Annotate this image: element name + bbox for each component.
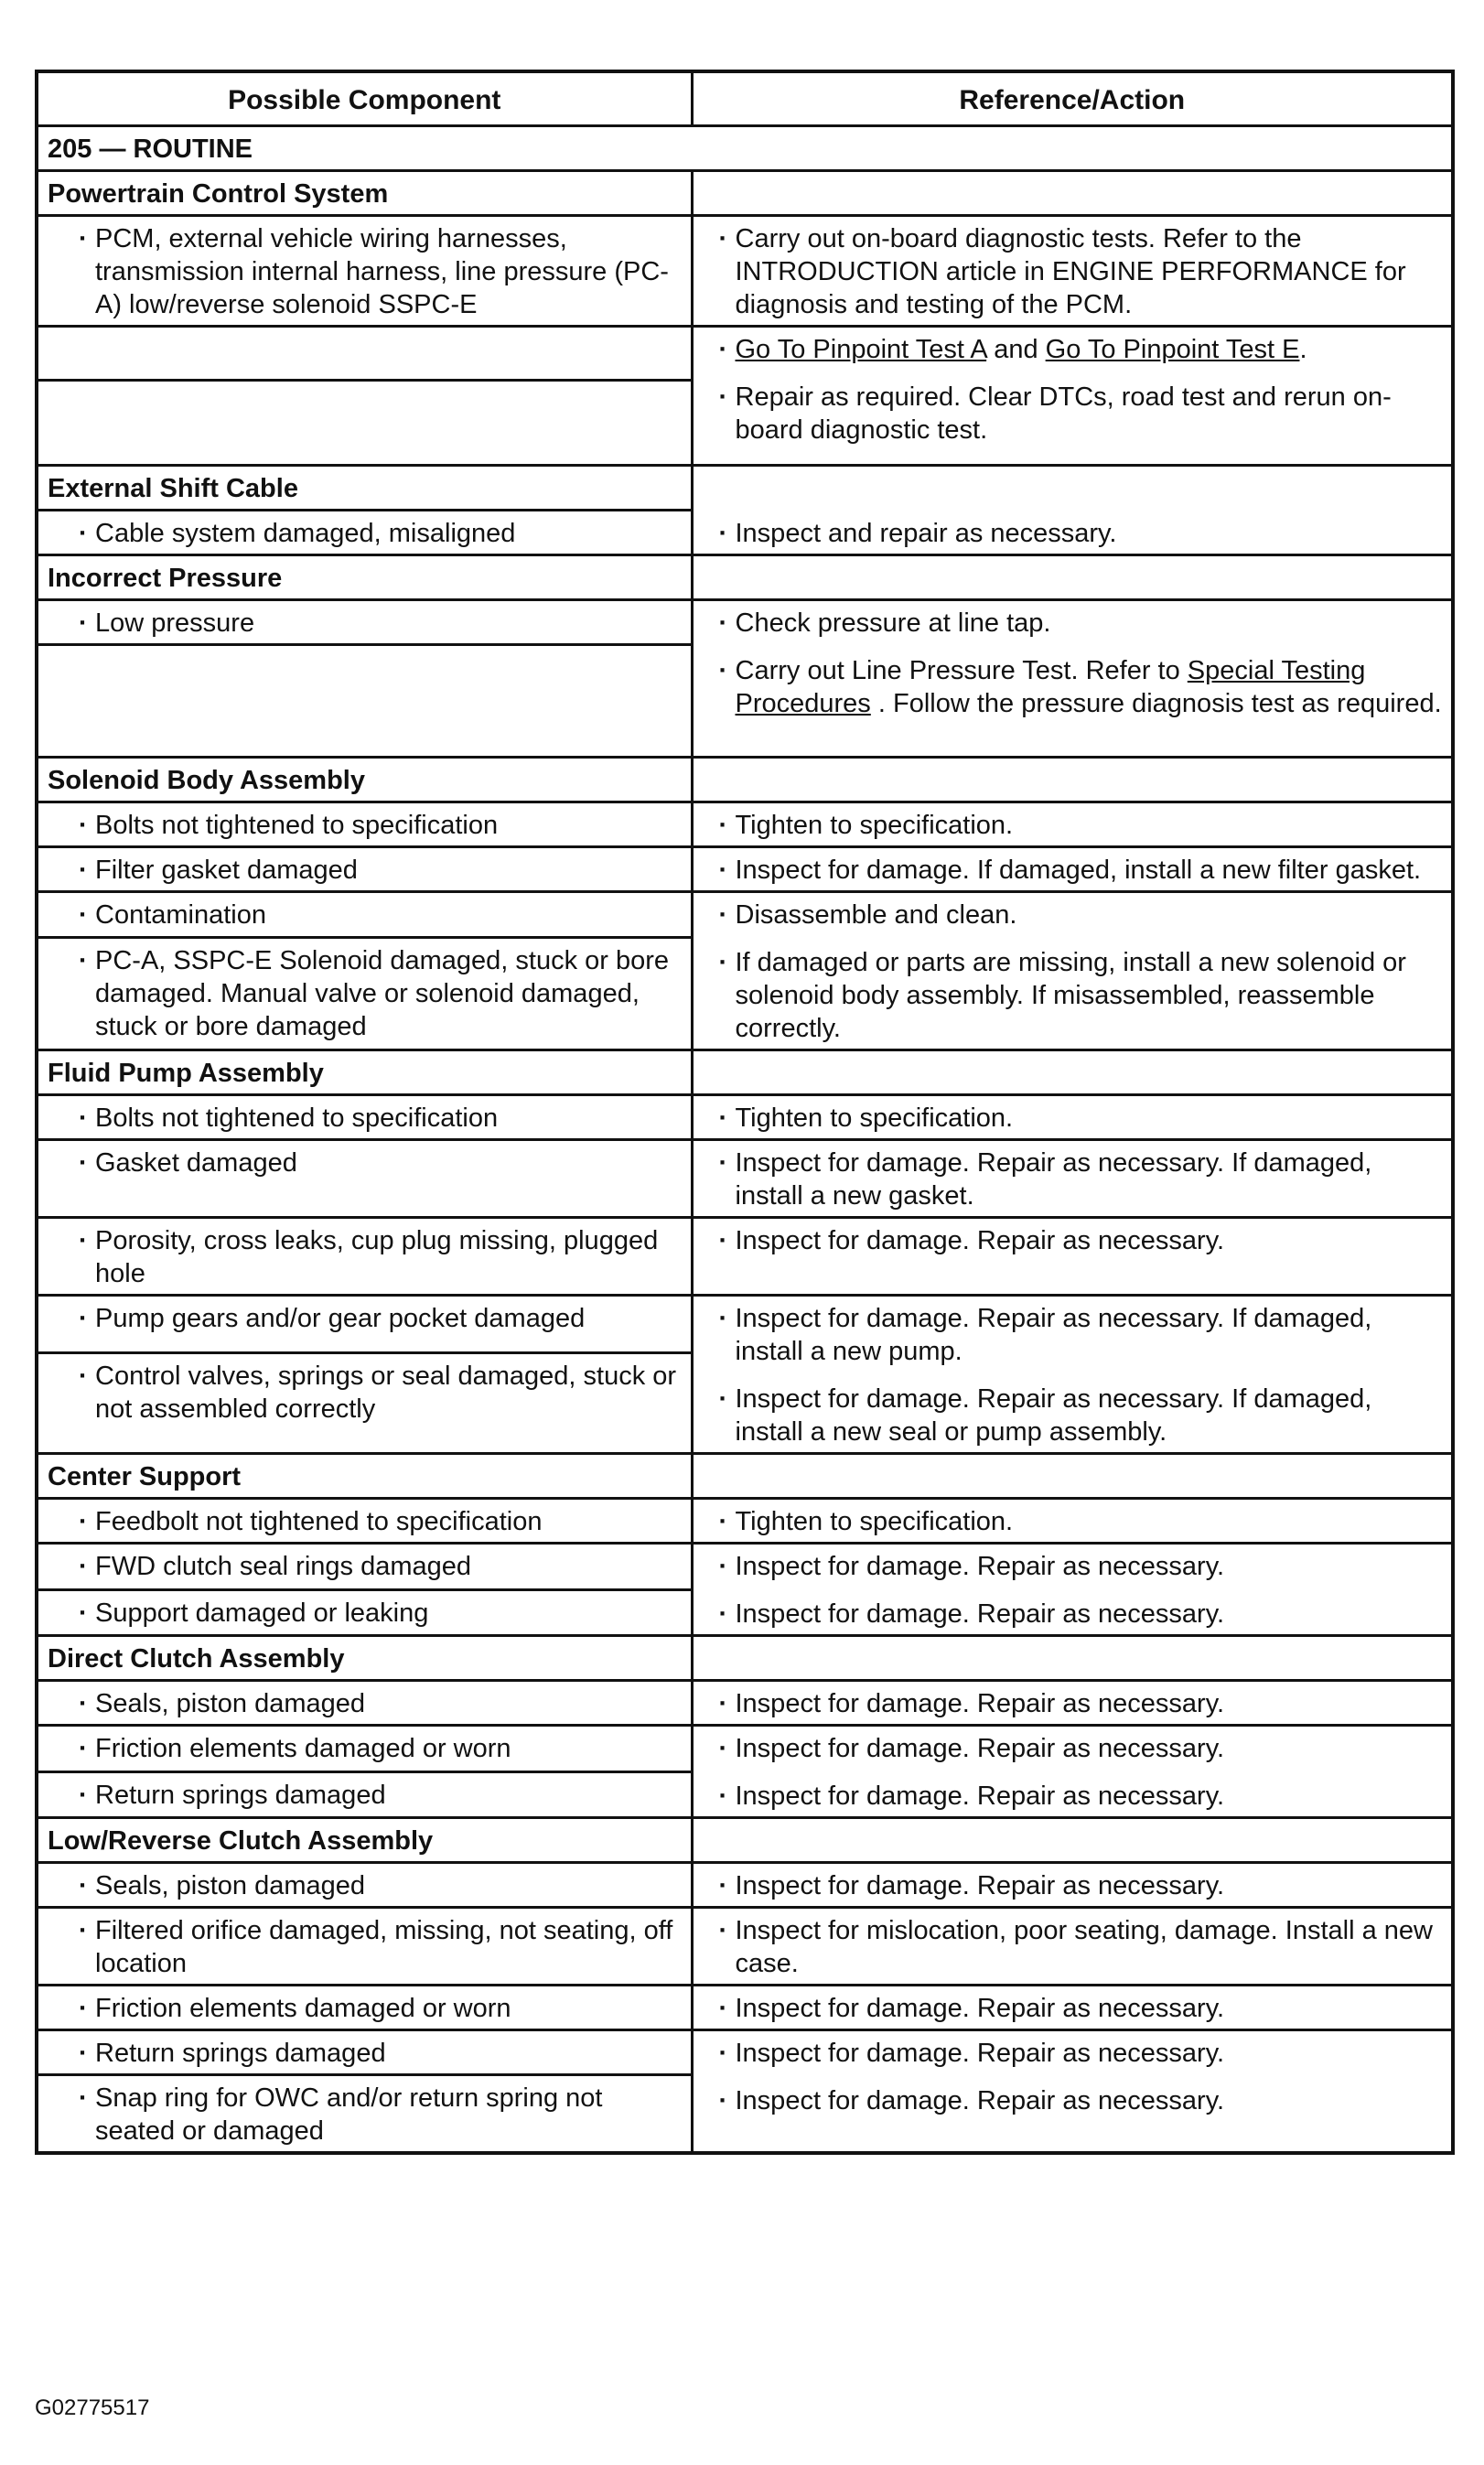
- table-row: [37, 1986, 1453, 2030]
- group-row: [37, 1818, 1453, 1863]
- component-text: · Feedbolt not tightened to specification: [48, 1505, 682, 1538]
- action-cell: [692, 1863, 1453, 1908]
- component-text: · Bolts not tightened to specification: [48, 1102, 682, 1135]
- component-cell: [37, 1726, 692, 1772]
- action-cell: [692, 327, 1453, 466]
- table-row: [37, 1499, 1453, 1544]
- component-text: · Friction elements damaged or worn: [48, 1732, 682, 1765]
- action-text: · Inspect for mislocation, poor seating, damage. Install a new case.: [703, 1914, 1443, 1980]
- table-row: [37, 216, 1453, 327]
- table-row: [37, 802, 1453, 847]
- action-cell: [692, 1726, 1453, 1818]
- component-text: · Filtered orifice damaged, missing, not seating, off location: [48, 1914, 682, 1980]
- action-text: · Carry out on-board diagnostic tests. Refer to the INTRODUCTION article in ENGINE PERFORMANCE for diagnosis and testing of the PCM.: [703, 222, 1443, 321]
- action-cell: [692, 1544, 1453, 1636]
- group-row: [37, 1636, 1453, 1681]
- action-text: [703, 654, 1443, 720]
- component-cell: [37, 1771, 692, 1818]
- group-row: [37, 758, 1453, 802]
- component-cell: [37, 802, 692, 847]
- action-cell: [692, 1296, 1453, 1454]
- component-cell: [37, 892, 692, 938]
- component-cell: [37, 1986, 692, 2030]
- action-text: · Repair as required. Clear DTCs, road test and rerun on-board diagnostic test.: [703, 381, 1443, 447]
- group-title-low-reverse-clutch: Low/Reverse Clutch Assembly: [37, 1818, 692, 1863]
- action-text: · Tighten to specification.: [703, 1102, 1443, 1135]
- component-text: · Snap ring for OWC and/or return spring not seated or damaged: [48, 2082, 682, 2147]
- action-text: · Tighten to specification.: [703, 1505, 1443, 1538]
- component-text: · Gasket damaged: [48, 1146, 682, 1179]
- component-text: · PCM, external vehicle wiring harnesses, transmission internal harness, line pressure (PC-A) low/reverse solenoid SSPC-E: [48, 222, 682, 321]
- empty-cell: [692, 171, 1453, 216]
- component-cell: [37, 600, 692, 645]
- component-cell: [37, 1296, 692, 1353]
- component-cell: [37, 1589, 692, 1636]
- figure-id: G02775517: [35, 2395, 150, 2420]
- component-text: · Control valves, springs or seal damaged, stuck or not assembled correctly: [48, 1360, 682, 1426]
- component-text: · Support damaged or leaking: [48, 1597, 682, 1630]
- group-row: [37, 555, 1453, 600]
- component-cell: [37, 1544, 692, 1590]
- table-row: [37, 1863, 1453, 1908]
- group-title-powertrain: Powertrain Control System: [37, 171, 692, 216]
- empty-cell: [37, 327, 692, 381]
- action-cell: [692, 466, 1453, 555]
- action-cell: [692, 1095, 1453, 1140]
- component-cell: [37, 511, 692, 555]
- component-text: · Filter gasket damaged: [48, 854, 682, 887]
- header-reference-action: Reference/Action: [692, 71, 1453, 126]
- table-row: [37, 1544, 1453, 1590]
- action-text: · Inspect for damage. Repair as necessary.: [703, 1224, 1443, 1257]
- pinpoint-links: [703, 333, 1443, 366]
- action-text: · Inspect for damage. Repair as necessary.: [703, 1687, 1443, 1720]
- component-text: · Porosity, cross leaks, cup plug missing, plugged hole: [48, 1224, 682, 1290]
- action-text: · Inspect for damage. Repair as necessary.: [703, 1780, 1443, 1813]
- empty-cell: [37, 381, 692, 466]
- action-text: · Disassemble and clean.: [703, 899, 1443, 931]
- code-row: [37, 126, 1453, 171]
- empty-cell: [692, 1636, 1453, 1681]
- component-cell: [37, 1140, 692, 1218]
- action-text: · Inspect for damage. Repair as necessary. If damaged, install a new pump.: [703, 1302, 1443, 1368]
- empty-cell: [692, 555, 1453, 600]
- action-text: · Inspect and repair as necessary.: [703, 517, 1443, 550]
- table-row: [37, 327, 1453, 381]
- table-row: [37, 1296, 1453, 1353]
- action-text: · Inspect for damage. Repair as necessary.: [703, 1992, 1443, 2025]
- link-special-testing-procedures[interactable]: Special Testing Procedures: [735, 656, 1366, 718]
- component-text: · FWD clutch seal rings damaged: [48, 1550, 682, 1583]
- action-text: · Inspect for damage. Repair as necessary.: [703, 1869, 1443, 1902]
- group-row: [37, 1050, 1453, 1095]
- action-cell: [692, 600, 1453, 758]
- component-cell: [37, 2030, 692, 2075]
- action-text: · Tighten to specification.: [703, 809, 1443, 842]
- table-row: [37, 1140, 1453, 1218]
- action-cell: [692, 892, 1453, 1050]
- component-text: · Bolts not tightened to specification: [48, 809, 682, 842]
- group-title-direct-clutch: Direct Clutch Assembly: [37, 1636, 692, 1681]
- action-text: · Inspect for damage. Repair as necessary.: [703, 1550, 1443, 1583]
- component-cell: [37, 847, 692, 892]
- component-text: · Friction elements damaged or worn: [48, 1992, 682, 2025]
- empty-cell: [692, 1818, 1453, 1863]
- table-row: [37, 2030, 1453, 2075]
- component-cell: [37, 1908, 692, 1986]
- action-text: · Inspect for damage. Repair as necessary.: [703, 1732, 1443, 1765]
- link-end: .: [1299, 335, 1307, 364]
- component-cell: [37, 2075, 692, 2154]
- header-possible-component: Possible Component: [37, 71, 692, 126]
- action-cell: [692, 216, 1453, 327]
- action-cell: [692, 1908, 1453, 1986]
- empty-cell: [692, 758, 1453, 802]
- action-cell: [692, 1218, 1453, 1296]
- component-cell: [37, 1499, 692, 1544]
- table-header-row: [37, 71, 1453, 126]
- action-text: · Inspect for damage. Repair as necessary.: [703, 2084, 1443, 2117]
- group-row: [37, 1454, 1453, 1499]
- action-cell: [692, 1986, 1453, 2030]
- group-title-center-support: Center Support: [37, 1454, 692, 1499]
- component-cell: [37, 216, 692, 327]
- table-row: [37, 892, 1453, 938]
- group-title-fluid-pump: Fluid Pump Assembly: [37, 1050, 692, 1095]
- component-cell: [37, 1863, 692, 1908]
- component-text: · Return springs damaged: [48, 2037, 682, 2070]
- table-row: [37, 847, 1453, 892]
- action-cell: [692, 2030, 1453, 2154]
- component-text: · PC-A, SSPC-E Solenoid damaged, stuck or bore damaged. Manual valve or solenoid damaged, stuck or bore damaged: [48, 944, 682, 1043]
- component-text: · Low pressure: [48, 607, 682, 640]
- diagnosis-table-container: [35, 70, 1451, 2155]
- group-title-shift-cable: External Shift Cable: [37, 466, 692, 511]
- action-text: · If damaged or parts are missing, install a new solenoid or solenoid body assembly. If misassembled, reassemble correctly.: [703, 946, 1443, 1045]
- action-cell: [692, 1681, 1453, 1726]
- group-row: [37, 466, 1453, 511]
- action-cell: [692, 1499, 1453, 1544]
- action-text: · Inspect for damage. Repair as necessary.: [703, 1598, 1443, 1631]
- component-text: · Cable system damaged, misaligned: [48, 517, 682, 550]
- action-text: · Inspect for damage. Repair as necessary.: [703, 2037, 1443, 2070]
- component-text: · Pump gears and/or gear pocket damaged: [48, 1302, 682, 1335]
- action-text: · Inspect for damage. If damaged, install a new filter gasket.: [703, 854, 1443, 887]
- action-text-part: . Follow the pressure diagnosis test as required.: [877, 689, 1442, 718]
- link-pinpoint-test-a[interactable]: Go To Pinpoint Test A: [735, 335, 987, 364]
- table-row: [37, 1681, 1453, 1726]
- action-text-part: Carry out Line Pressure Test. Refer to: [735, 656, 1180, 685]
- empty-cell: [692, 1050, 1453, 1095]
- group-title-incorrect-pressure: Incorrect Pressure: [37, 555, 692, 600]
- action-cell: [692, 1140, 1453, 1218]
- component-text: · Return springs damaged: [48, 1779, 682, 1812]
- component-text: · Contamination: [48, 899, 682, 931]
- component-cell: [37, 1095, 692, 1140]
- table-row: [37, 1095, 1453, 1140]
- diagnosis-table: [35, 70, 1455, 2155]
- link-connector: and: [994, 335, 1038, 364]
- table-row: [37, 1908, 1453, 1986]
- action-text: · Inspect for damage. Repair as necessary. If damaged, install a new gasket.: [703, 1146, 1443, 1212]
- component-cell: [37, 1681, 692, 1726]
- empty-cell: [692, 1454, 1453, 1499]
- component-cell: [37, 1218, 692, 1296]
- empty-cell: [37, 645, 692, 758]
- action-cell: [692, 847, 1453, 892]
- action-text: · Inspect for damage. Repair as necessary. If damaged, install a new seal or pump assembly.: [703, 1383, 1443, 1448]
- table-row: [37, 600, 1453, 645]
- link-pinpoint-test-e[interactable]: Go To Pinpoint Test E: [1045, 335, 1300, 364]
- action-text: · Check pressure at line tap.: [703, 607, 1443, 640]
- table-row: [37, 1726, 1453, 1772]
- component-text: · Seals, piston damaged: [48, 1687, 682, 1720]
- component-cell: [37, 1353, 692, 1454]
- code-title: 205 — ROUTINE: [37, 126, 1453, 171]
- group-row: [37, 171, 1453, 216]
- component-cell: [37, 937, 692, 1050]
- table-row: [37, 1218, 1453, 1296]
- component-text: · Seals, piston damaged: [48, 1869, 682, 1902]
- group-title-solenoid-body: Solenoid Body Assembly: [37, 758, 692, 802]
- action-cell: [692, 802, 1453, 847]
